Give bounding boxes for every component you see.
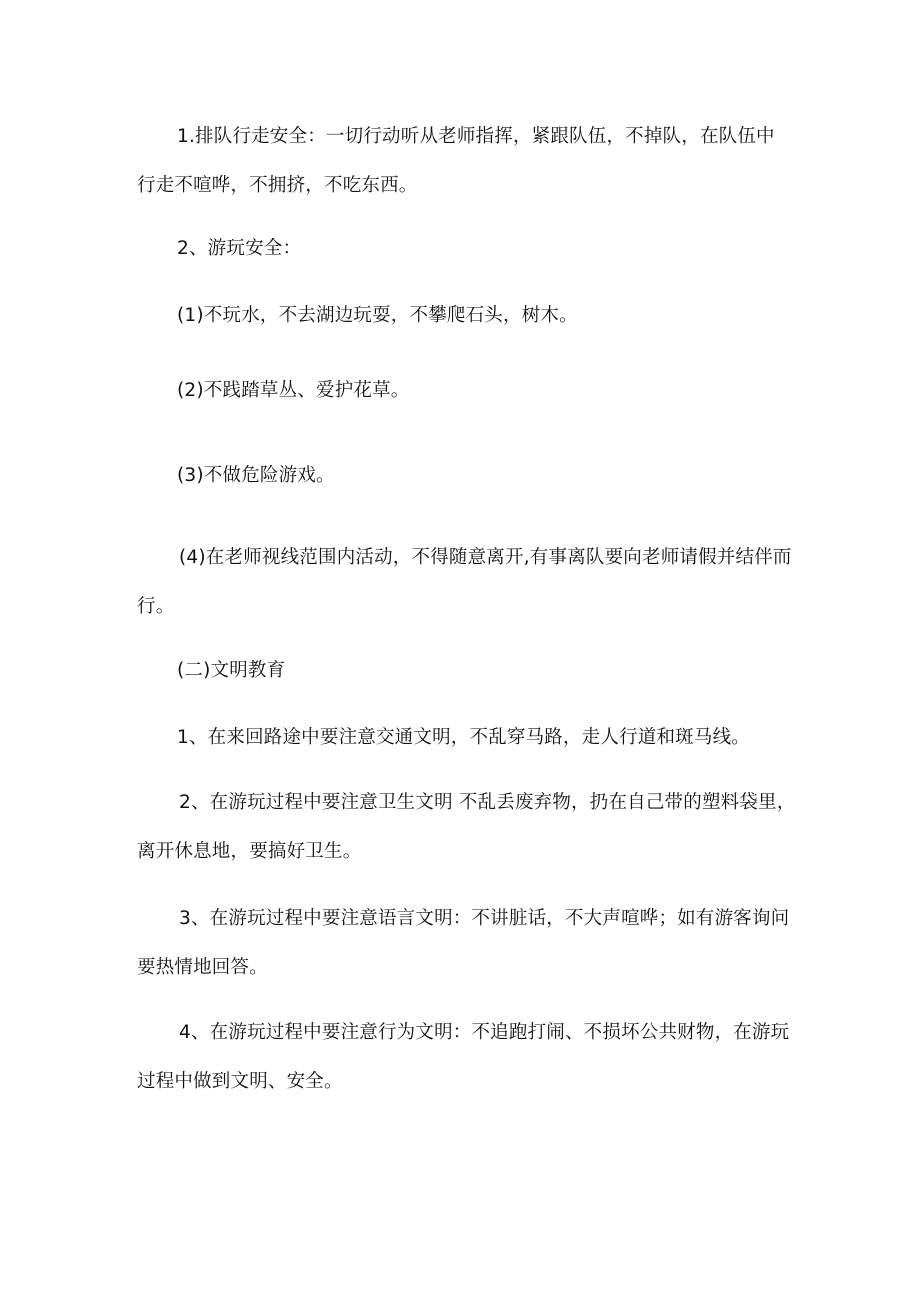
text-line: 过程中做到文明、安全。 [137,1071,343,1092]
paragraph-civility-1 [137,713,789,762]
text-line: (2)不践踏草丛、爱护花草。 [177,380,410,401]
paragraph-civility-heading [137,646,789,695]
paragraph-rule-2 [137,366,789,415]
text-line: 行走不喧哗，不拥挤，不吃东西。 [137,175,418,196]
text-line: 1、在来回路途中要注意交通文明，不乱穿马路，走人行道和斑马线。 [177,727,750,748]
text-line: 要热情地回答。 [137,957,268,978]
text-line: 2、在游玩过程中要注意卫生文明 不乱丢废弃物，扔在自己带的塑料袋里， [179,792,796,813]
paragraph-play-safety-heading [137,224,789,273]
paragraph-rule-3 [137,451,789,500]
text-line: 离开休息地，要搞好卫生。 [137,841,362,862]
paragraph-civility-3 [137,894,789,992]
paragraph-rule-4 [137,533,792,631]
text-line: (二)文明教育 [177,660,286,681]
paragraph-civility-4 [137,1008,789,1106]
text-line: (3)不做危险游戏。 [177,465,335,486]
text-line: 3、在游玩过程中要注意语言文明：不讲脏话，不大声喧哗；如有游客询问 [179,908,790,929]
text-line: 行。 [137,596,175,617]
text-line: (1)不玩水，不去湖边玩耍，不攀爬石头，树木。 [177,305,578,326]
text-line: (4)在老师视线范围内活动，不得随意离开,有事离队要向老师请假并结伴而 [179,547,792,568]
text-line: 2、游玩安全： [177,238,302,259]
paragraph-rule-1 [137,291,789,340]
text-line: 4、在游玩过程中要注意行为文明：不追跑打闹、不损坏公共财物，在游玩 [179,1022,790,1043]
text-line: 1.排队行走安全：一切行动听从老师指挥，紧跟队伍，不掉队，在队伍中 [177,126,775,147]
paragraph-civility-2 [137,778,796,876]
paragraph-queue-safety [137,112,789,210]
